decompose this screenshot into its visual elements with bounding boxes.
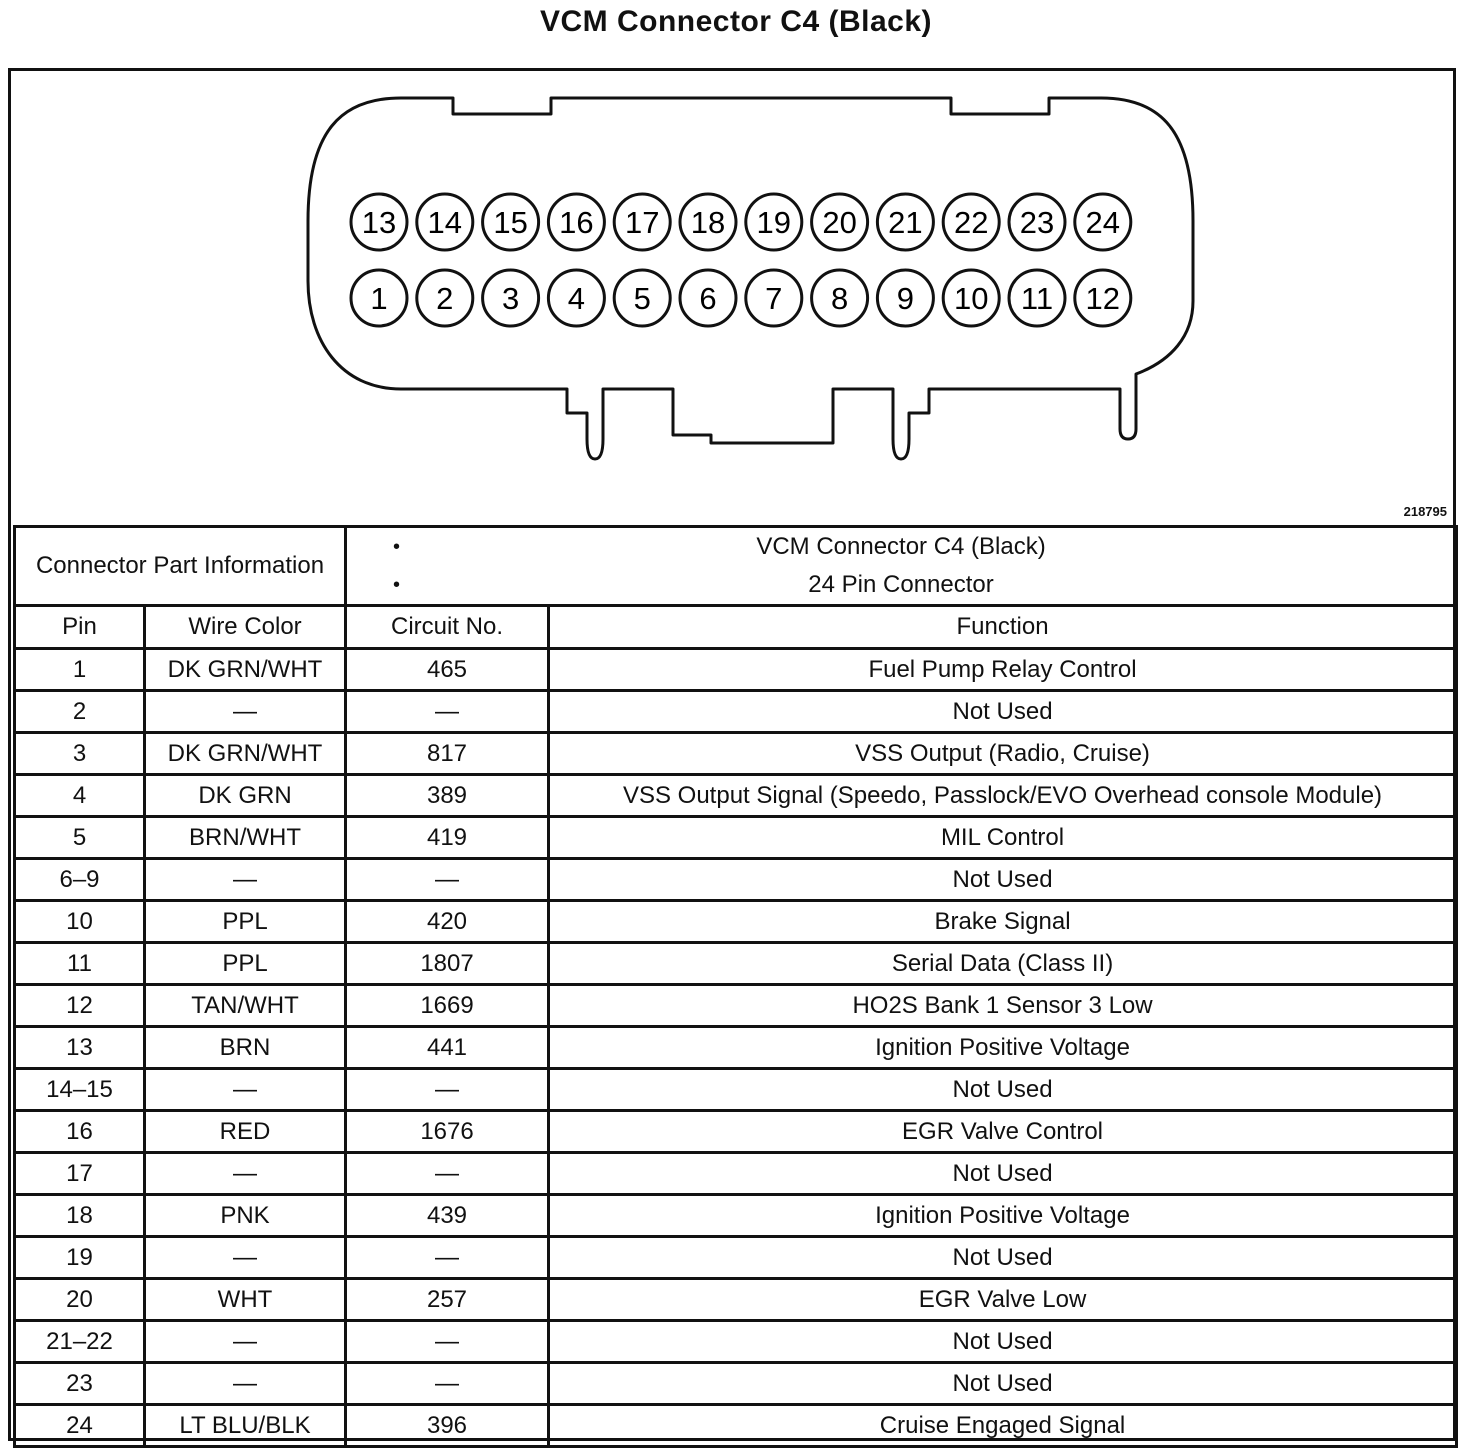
pin-cell: 23	[15, 1363, 145, 1405]
pin-4	[548, 270, 604, 326]
wire-color-cell: DK GRN/WHT	[145, 649, 346, 691]
pin-10	[943, 270, 999, 326]
circuit-cell: 439	[346, 1195, 549, 1237]
wire-color-cell: —	[145, 1069, 346, 1111]
function-cell: Not Used	[549, 1363, 1457, 1405]
table-row	[15, 1111, 1457, 1153]
circuit-cell: 1807	[346, 943, 549, 985]
function-cell: Ignition Positive Voltage	[549, 1027, 1457, 1069]
wire-color-cell: —	[145, 1321, 346, 1363]
circuit-cell: 441	[346, 1027, 549, 1069]
pin-2	[417, 270, 473, 326]
connector-drawing	[11, 71, 1453, 525]
pin-row-top	[351, 194, 1131, 250]
table-body	[15, 649, 1457, 1447]
pin-label: 19	[756, 205, 792, 240]
pin-17	[614, 194, 670, 250]
circuit-cell: —	[346, 1321, 549, 1363]
pin-cell: 21–22	[15, 1321, 145, 1363]
pin-cell: 17	[15, 1153, 145, 1195]
pin-label: 18	[690, 205, 726, 240]
function-cell: Fuel Pump Relay Control	[549, 649, 1457, 691]
pin-8	[812, 270, 868, 326]
function-cell: Not Used	[549, 1237, 1457, 1279]
pin-cell: 19	[15, 1237, 145, 1279]
pin-23	[1009, 194, 1065, 250]
pin-24	[1075, 194, 1131, 250]
table-row	[15, 1195, 1457, 1237]
function-cell: VSS Output (Radio, Cruise)	[549, 733, 1457, 775]
pin-cell: 18	[15, 1195, 145, 1237]
function-cell: HO2S Bank 1 Sensor 3 Low	[549, 985, 1457, 1027]
wire-color-cell: BRN	[145, 1027, 346, 1069]
pin-label: 15	[493, 205, 528, 240]
pin-label: 21	[888, 205, 923, 240]
circuit-cell: 257	[346, 1279, 549, 1321]
circuit-cell: —	[346, 1363, 549, 1405]
pin-label: 17	[624, 205, 660, 240]
pin-cell: 2	[15, 691, 145, 733]
table-row	[15, 1027, 1457, 1069]
part-info-item: • VCM Connector C4 (Black)	[347, 528, 1455, 566]
pin-cell: 16	[15, 1111, 145, 1153]
pin-cell: 6–9	[15, 859, 145, 901]
wire-color-cell: —	[145, 1363, 346, 1405]
wire-color-cell: WHT	[145, 1279, 346, 1321]
wire-color-cell: —	[145, 1153, 346, 1195]
function-cell: EGR Valve Control	[549, 1111, 1457, 1153]
pin-label: 16	[559, 205, 594, 240]
connector-sheet	[8, 68, 1456, 1441]
table-row	[15, 1153, 1457, 1195]
pin-label: 10	[953, 281, 989, 316]
table-row	[15, 859, 1457, 901]
function-cell: Not Used	[549, 1069, 1457, 1111]
pin-label: 11	[1020, 281, 1054, 316]
wire-color-cell: DK GRN	[145, 775, 346, 817]
pin-label: 8	[830, 281, 849, 316]
connector-diagram	[11, 71, 1453, 525]
pin-cell: 12	[15, 985, 145, 1027]
table-row	[15, 901, 1457, 943]
pin-14	[417, 194, 473, 250]
pin-label: 24	[1085, 205, 1121, 240]
bullet-icon: •	[393, 536, 401, 558]
table-header	[15, 606, 1457, 649]
table-row	[15, 985, 1457, 1027]
circuit-cell: —	[346, 1237, 549, 1279]
pin-label: 6	[699, 281, 717, 316]
pinout-table	[13, 525, 1458, 1448]
pin-label: 3	[501, 281, 520, 316]
pin-22	[943, 194, 999, 250]
pin-label: 7	[765, 281, 783, 316]
table-row	[15, 691, 1457, 733]
table-row	[15, 1279, 1457, 1321]
pin-cell: 13	[15, 1027, 145, 1069]
pin-9	[877, 270, 933, 326]
pin-label: 4	[567, 281, 586, 316]
wire-color-cell: TAN/WHT	[145, 985, 346, 1027]
wire-color-cell: —	[145, 859, 346, 901]
col-header-pin: Pin	[15, 606, 145, 649]
circuit-cell: 420	[346, 901, 549, 943]
part-info-label: Connector Part Information	[15, 527, 346, 606]
function-cell: Brake Signal	[549, 901, 1457, 943]
pin-cell: 5	[15, 817, 145, 859]
pin-11	[1009, 270, 1065, 326]
pin-label: 12	[1085, 281, 1121, 316]
table-row	[15, 1321, 1457, 1363]
table-row	[15, 649, 1457, 691]
function-cell: EGR Valve Low	[549, 1279, 1457, 1321]
pin-15	[483, 194, 539, 250]
wire-color-cell: PNK	[145, 1195, 346, 1237]
function-cell: Not Used	[549, 1321, 1457, 1363]
function-cell: MIL Control	[549, 817, 1457, 859]
pin-18	[680, 194, 736, 250]
table-row	[15, 1405, 1457, 1447]
pin-21	[877, 194, 933, 250]
circuit-cell: 396	[346, 1405, 549, 1447]
wire-color-cell: —	[145, 691, 346, 733]
page-title: VCM Connector C4 (Black)	[539, 5, 933, 38]
circuit-cell: 389	[346, 775, 549, 817]
pin-5	[614, 270, 670, 326]
pin-cell: 1	[15, 649, 145, 691]
wire-color-cell: PPL	[145, 901, 346, 943]
function-cell: Not Used	[549, 691, 1457, 733]
wire-color-cell: PPL	[145, 943, 346, 985]
pin-cell: 3	[15, 733, 145, 775]
pin-cell: 20	[15, 1279, 145, 1321]
part-info-row	[15, 527, 1457, 606]
wire-color-cell: RED	[145, 1111, 346, 1153]
circuit-cell: —	[346, 1153, 549, 1195]
pin-label: 5	[633, 281, 651, 316]
pin-label: 22	[953, 205, 989, 240]
pin-cell: 24	[15, 1405, 145, 1447]
pin-1	[351, 270, 407, 326]
circuit-cell: —	[346, 1069, 549, 1111]
pin-12	[1075, 270, 1131, 326]
table-row	[15, 817, 1457, 859]
wire-color-cell: —	[145, 1237, 346, 1279]
circuit-cell: 419	[346, 817, 549, 859]
function-cell: Not Used	[549, 1153, 1457, 1195]
pin-19	[746, 194, 802, 250]
pin-16	[548, 194, 604, 250]
table-row	[15, 733, 1457, 775]
part-info-values	[346, 527, 1457, 606]
figure-number: 218795	[1403, 504, 1447, 519]
pin-cell: 4	[15, 775, 145, 817]
pin-label: 9	[896, 281, 915, 316]
circuit-cell: —	[346, 859, 549, 901]
function-cell: Cruise Engaged Signal	[549, 1405, 1457, 1447]
table-row	[15, 1069, 1457, 1111]
pin-cell: 10	[15, 901, 145, 943]
pin-cell: 11	[15, 943, 145, 985]
function-cell: VSS Output Signal (Speedo, Passlock/EVO Overhead console Module)	[549, 775, 1457, 817]
pin-label: 14	[427, 205, 463, 240]
col-header-wire-color: Wire Color	[145, 606, 346, 649]
pin-label: 1	[370, 281, 388, 316]
col-header-function: Function	[549, 606, 1457, 649]
table-row	[15, 1363, 1457, 1405]
function-cell: Serial Data (Class II)	[549, 943, 1457, 985]
pin-cell: 14–15	[15, 1069, 145, 1111]
pin-label: 23	[1019, 205, 1055, 240]
pin-7	[746, 270, 802, 326]
circuit-cell: 817	[346, 733, 549, 775]
wire-color-cell: LT BLU/BLK	[145, 1405, 346, 1447]
pin-label: 20	[822, 205, 857, 240]
pin-6	[680, 270, 736, 326]
part-info-item: • 24 Pin Connector	[347, 566, 1455, 604]
table-row	[15, 775, 1457, 817]
function-cell: Not Used	[549, 859, 1457, 901]
circuit-cell: 1676	[346, 1111, 549, 1153]
circuit-cell: —	[346, 691, 549, 733]
wire-color-cell: BRN/WHT	[145, 817, 346, 859]
pin-3	[483, 270, 539, 326]
bullet-icon: •	[393, 574, 401, 596]
wire-color-cell: DK GRN/WHT	[145, 733, 346, 775]
pin-label: 13	[361, 205, 397, 240]
pin-label: 2	[436, 281, 454, 316]
pin-13	[351, 194, 407, 250]
function-cell: Ignition Positive Voltage	[549, 1195, 1457, 1237]
circuit-cell: 465	[346, 649, 549, 691]
pin-row-bottom	[351, 270, 1131, 326]
circuit-cell: 1669	[346, 985, 549, 1027]
table-row	[15, 1237, 1457, 1279]
table-row	[15, 943, 1457, 985]
col-header-circuit: Circuit No.	[346, 606, 549, 649]
connector-outline	[308, 98, 1193, 459]
pin-20	[812, 194, 868, 250]
